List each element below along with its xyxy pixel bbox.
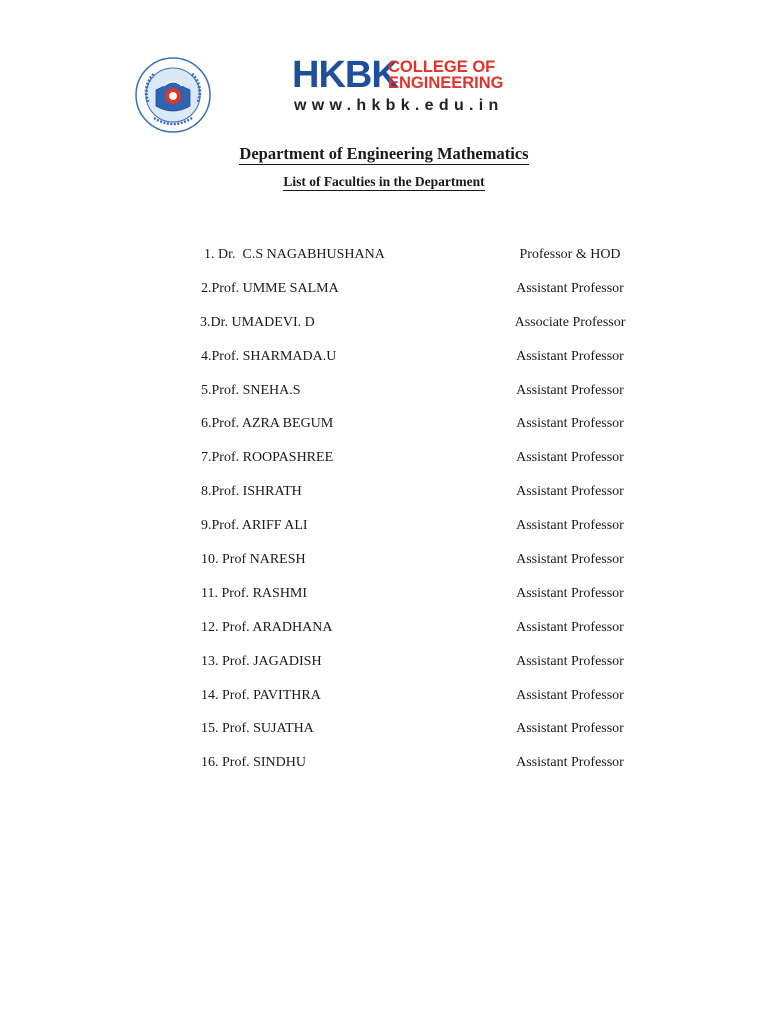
- faculty-name: 3.Dr. UMADEVI. D: [200, 314, 315, 330]
- faculty-designation: Assistant Professor: [516, 280, 624, 296]
- faculty-designation: Assistant Professor: [516, 450, 624, 466]
- faculty-name: 9.Prof. ARIFF ALI: [201, 518, 308, 534]
- faculty-row: [0, 349, 768, 383]
- faculty-row: [0, 654, 768, 688]
- faculty-row: [0, 688, 768, 722]
- faculty-row: [0, 586, 768, 620]
- faculty-name: 14. Prof. PAVITHRA: [201, 687, 321, 703]
- faculty-designation: Assistant Professor: [516, 687, 624, 703]
- faculty-row: [0, 552, 768, 586]
- faculty-row: [0, 281, 768, 315]
- list-title-text: List of Faculties in the Department: [283, 174, 485, 189]
- faculty-name: 11. Prof. RASHMI: [201, 585, 308, 601]
- faculty-designation: Associate Professor: [514, 314, 626, 330]
- college-logo: [292, 54, 522, 119]
- faculty-name: 4.Prof. SHARMADA.U: [201, 348, 337, 364]
- faculty-row: [0, 247, 768, 281]
- faculty-row: [0, 416, 768, 450]
- faculty-designation: Assistant Professor: [516, 619, 624, 635]
- faculty-name: 6.Prof. AZRA BEGUM: [201, 416, 334, 432]
- logo-hkbk-text: HKBK: [292, 54, 398, 96]
- faculty-designation: Assistant Professor: [516, 348, 624, 364]
- faculty-name: 2.Prof. UMME SALMA: [201, 280, 339, 296]
- faculty-row: [0, 484, 768, 518]
- faculty-name: 12. Prof. ARADHANA: [201, 619, 333, 635]
- faculty-row: [0, 383, 768, 417]
- faculty-designation: Assistant Professor: [516, 552, 624, 568]
- faculty-designation: Assistant Professor: [516, 653, 624, 669]
- faculty-designation: Assistant Professor: [516, 484, 624, 500]
- department-title: [0, 144, 768, 164]
- faculty-name: 16. Prof. SINDHU: [201, 755, 306, 771]
- faculty-name: 15. Prof. SUJATHA: [201, 721, 314, 737]
- faculty-name: 1. Dr. C.S NAGABHUSHANA: [204, 247, 385, 262]
- faculty-designation: Assistant Professor: [516, 755, 624, 771]
- faculty-designation: Assistant Professor: [516, 416, 624, 432]
- faculty-row: [0, 315, 768, 349]
- faculty-row: [0, 721, 768, 755]
- faculty-name: 13. Prof. JAGADISH: [201, 653, 322, 669]
- faculty-name: 10. Prof NARESH: [201, 552, 306, 568]
- department-title-text: Department of Engineering Mathematics: [239, 144, 529, 163]
- faculty-designation: Assistant Professor: [516, 585, 624, 601]
- website-url: www.hkbk.edu.in: [294, 97, 504, 114]
- faculty-row: [0, 755, 768, 789]
- faculty-designation: Assistant Professor: [516, 518, 624, 534]
- logo-college-text: [388, 59, 504, 91]
- logo-line-1: COLLEGE OF: [388, 58, 496, 76]
- faculty-name: 5.Prof. SNEHA.S: [201, 382, 301, 398]
- list-title: [0, 174, 768, 190]
- faculty-row: [0, 450, 768, 484]
- faculty-designation: Professor & HOD: [519, 247, 621, 262]
- faculty-name: 8.Prof. ISHRATH: [201, 484, 302, 500]
- faculty-list: [0, 247, 768, 789]
- faculty-designation: Assistant Professor: [516, 382, 624, 398]
- faculty-designation: Assistant Professor: [516, 721, 624, 737]
- faculty-row: [0, 518, 768, 552]
- college-seal-logo: [134, 56, 212, 134]
- logo-line-2: ENGINEERING: [388, 74, 504, 92]
- logo-wordmark: [292, 54, 522, 96]
- faculty-row: [0, 620, 768, 654]
- faculty-name: 7.Prof. ROOPASHREE: [201, 450, 334, 466]
